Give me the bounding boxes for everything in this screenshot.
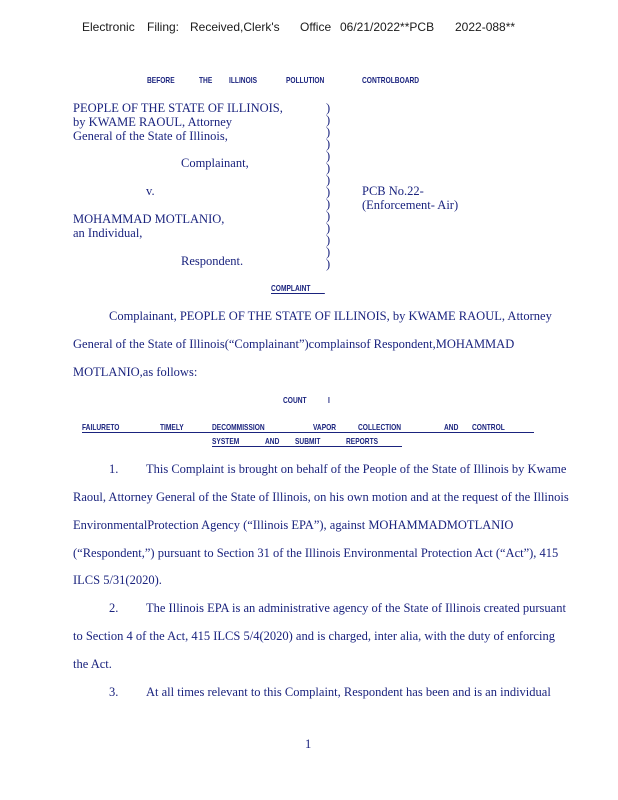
count-title-underline [82,432,534,433]
caption-complainant: Complainant, [181,156,249,170]
count-title-word: COLLECTION [358,422,402,432]
page-number: 1 [305,737,312,751]
caption-paren: ) [326,245,331,259]
paragraph-number: 3. [109,685,119,699]
count-title-word: SUBMIT [295,436,321,446]
caption-respondent: Respondent. [181,254,244,268]
caption-paren: ) [326,185,331,199]
count-title-underline [212,446,402,447]
board-heading-word: BEFORE [147,75,175,85]
complaint-title: COMPLAINT [271,283,324,294]
header-filing: Filing: [147,20,180,34]
caption-paren: ) [326,161,331,175]
paragraph-line: (“Respondent,”) pursuant to Section 31 of the Illinois Environmental Protection Act (“Act”), 415 [73,546,559,560]
paragraph-line: The Illinois EPA is an administrative agency of the State of Illinois created pursuant [146,601,566,615]
count-number: I [328,395,330,405]
caption-paren: ) [326,149,331,163]
paragraph-number: 1. [109,462,119,476]
count-title-word: SYSTEM [212,436,240,446]
caption-enforcement: (Enforcement- Air) [362,198,459,212]
header-received: Received,Clerk's [190,20,280,34]
count-title-word: AND [444,422,459,432]
header-number: 2022-088** [455,20,516,34]
caption-paren: ) [326,113,331,127]
caption-paren: ) [326,101,331,115]
caption-paren: ) [326,125,331,139]
intro-line: General of the State of Illinois(“Complainant”)complainsof Respondent,MOHAMMAD [73,337,515,351]
board-heading-word: ILLINOIS [229,75,257,85]
caption-versus: v. [146,184,155,198]
count-label: COUNT [283,395,307,405]
caption-paren: ) [326,233,331,247]
caption-defendant-line: MOHAMMAD MOTLANIO, [73,212,225,226]
intro-line: MOTLANIO,as follows: [73,365,198,379]
caption-paren: ) [326,173,331,187]
caption-paren: ) [326,209,331,223]
board-heading-word: POLLUTION [286,75,325,85]
caption-paren: ) [326,221,331,235]
paragraph-line: At all times relevant to this Complaint, Respondent has been and is an individual [146,685,551,699]
caption-pcb-no: PCB No.22- [362,184,424,198]
intro-line: Complainant, PEOPLE OF THE STATE OF ILLINOIS, by KWAME RAOUL, Attorney [109,309,552,323]
caption-paren: ) [326,257,331,271]
caption-plaintiff-line: General of the State of Illinois, [73,129,228,143]
caption-plaintiff-line: by KWAME RAOUL, Attorney [73,115,233,129]
paragraph-number: 2. [109,601,119,615]
count-title-word: AND [265,436,280,446]
board-heading-word: THE [199,75,213,85]
header-electronic: Electronic [82,20,135,34]
header-office: Office [300,20,332,34]
count-title-word: REPORTS [346,436,379,446]
count-title-word: TIMELY [160,422,184,432]
paragraph-line: to Section 4 of the Act, 415 ILCS 5/4(2020) and is charged, inter alia, with the duty of enforcing [73,629,555,643]
paragraph-line: This Complaint is brought on behalf of the People of the State of Illinois by Kwame [146,462,567,476]
count-title-word: VAPOR [313,422,337,432]
count-title-word: CONTROL [472,422,505,432]
caption-paren: ) [326,197,331,211]
caption-paren: ) [326,137,331,151]
header-date: 06/21/2022**PCB [340,20,435,34]
caption-defendant-line: an Individual, [73,226,143,240]
caption-plaintiff-line: PEOPLE OF THE STATE OF ILLINOIS, [73,101,283,115]
paragraph-line: EnvironmentalProtection Agency (“Illinois EPA”), against MOHAMMADMOTLANIO [73,518,514,532]
paragraph-line: Raoul, Attorney General of the State of Illinois, on his own motion and at the request of the Illinois [73,490,569,504]
paragraph-line: the Act. [73,657,112,671]
paragraph-line: ILCS 5/31(2020). [73,573,162,587]
board-heading-word: CONTROLBOARD [362,75,420,85]
count-title-word: DECOMMISSION [212,422,265,432]
count-title-word: FAILURETO [82,422,120,432]
